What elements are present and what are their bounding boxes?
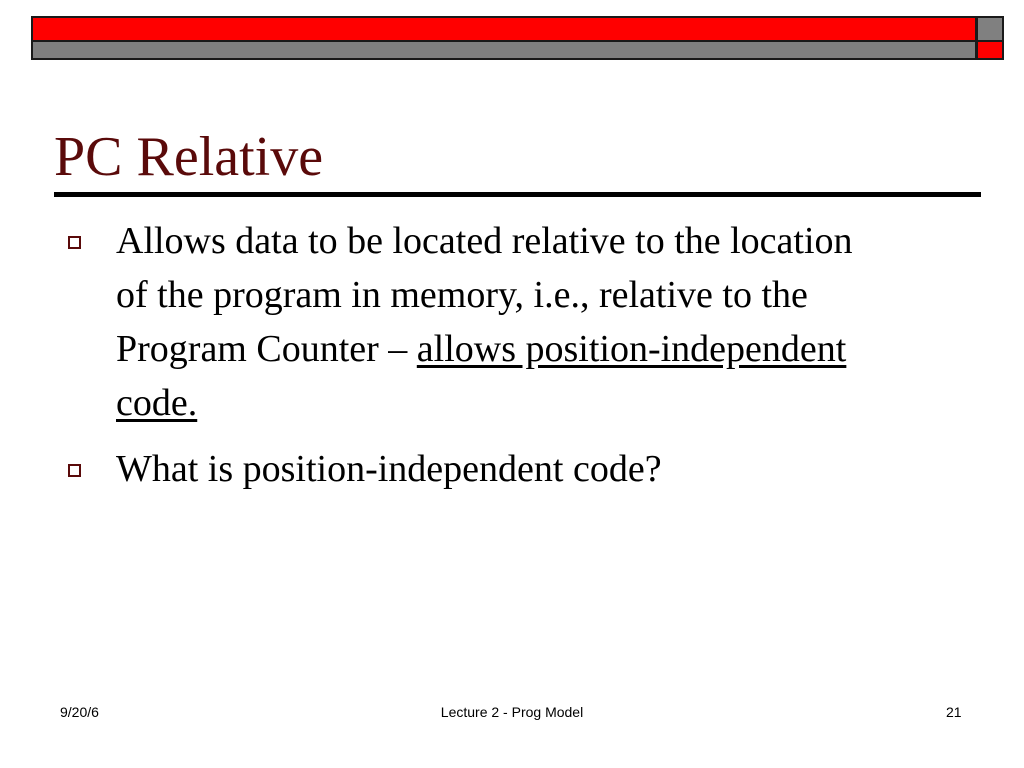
footer-date: 9/20/6	[60, 704, 99, 720]
bullet-text-plain: Allows data to be located relative to the location of the program in memory, i.e., relative to the Program Counter –	[116, 220, 853, 370]
footer-page-number: 21	[946, 704, 962, 720]
slide-title: PC Relative	[54, 126, 324, 188]
header-gray-band	[31, 40, 977, 60]
header-red-band	[31, 16, 977, 42]
bullet-list	[60, 214, 880, 508]
bullet-item	[60, 442, 880, 496]
bullet-text: What is position-independent code?	[116, 448, 662, 490]
hollow-square-bullet-icon	[68, 464, 81, 477]
header-red-square	[976, 40, 1004, 60]
title-underline-rule	[54, 192, 981, 197]
header-gray-square	[976, 16, 1004, 42]
bullet-item	[60, 214, 880, 430]
footer-lecture-title: Lecture 2 - Prog Model	[440, 704, 584, 720]
hollow-square-bullet-icon	[68, 236, 81, 249]
bullet-text	[116, 220, 853, 424]
bullet-text-underlined: allows position-independent code.	[116, 328, 847, 424]
